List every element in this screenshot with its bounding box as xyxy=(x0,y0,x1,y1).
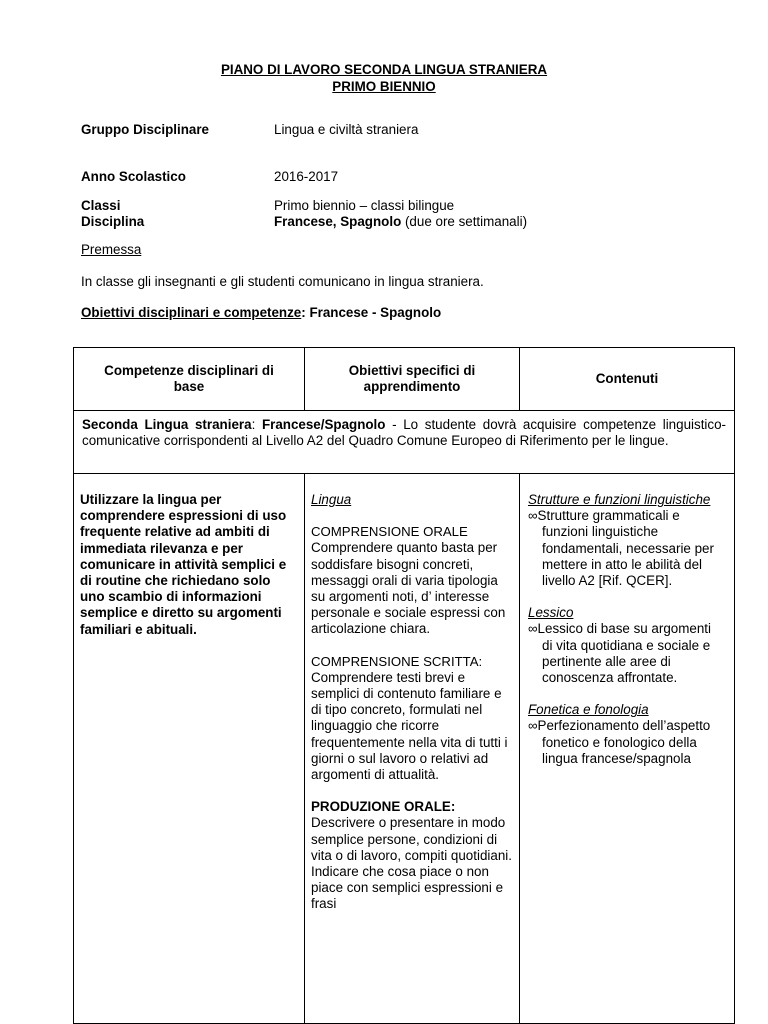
intro-languages: Francese/Spagnolo xyxy=(261,417,386,432)
classi-label: Classi xyxy=(81,198,121,213)
obiettivi-cell xyxy=(305,474,520,1024)
competenze-cell xyxy=(74,474,305,1024)
produzione-orale-heading: PRODUZIONE ORALE: xyxy=(311,799,456,815)
obiettivi-heading-main: Obiettivi disciplinari e competenze xyxy=(81,305,302,320)
table-content-row xyxy=(74,474,735,1024)
intro-cell xyxy=(74,411,735,474)
obiettivi-heading-subject: : Francese - Spagnolo xyxy=(301,305,442,320)
premessa-heading: Premessa xyxy=(81,242,142,257)
anno-value: 2016-2017 xyxy=(274,169,339,184)
disciplina-value xyxy=(274,214,527,229)
fonetica-item: ∞Perfezionamento dell’aspetto fonetico e fonologico della lingua francese/spagnola xyxy=(528,718,711,766)
gruppo-label: Gruppo Disciplinare xyxy=(81,122,209,137)
disciplina-languages: Francese, Spagnolo xyxy=(274,214,402,229)
header-contenuti: Contenuti xyxy=(520,348,735,411)
classi-value: Primo biennio – classi bilingue xyxy=(274,198,455,213)
strutture-item: ∞Strutture grammaticali e funzioni linguistiche fondamentali, necessarie per mettere in atto le abilità del livello A2 [Rif. QCER]. xyxy=(528,508,714,589)
lessico-heading: Lessico xyxy=(528,605,574,621)
fonetica-heading: Fonetica e fonologia xyxy=(528,702,649,718)
intro-text: - Lo studente dovrà acquisire competenze linguistico-comunicative corrispondenti al Livello A2 del Quadro Comune Europeo di Riferimento per le lingue. xyxy=(82,417,726,448)
doc-title-line2: PRIMO BIENNIO xyxy=(332,79,436,94)
doc-title-line1: PIANO DI LAVORO SECONDA LINGUA STRANIERA xyxy=(220,62,548,77)
produzione-orale-text: Descrivere o presentare in modo semplice persone, condizioni di vita o di lavoro, compiti quotidiani. Indicare che cosa piace o non piace con semplici espressioni e frasi xyxy=(311,815,512,912)
contenuti-cell xyxy=(520,474,735,1024)
competenze-table xyxy=(73,347,735,1024)
intro-lingua: Seconda Lingua straniera xyxy=(82,417,252,432)
header-obiettivi: Obiettivi specifici di apprendimento xyxy=(305,348,520,411)
competenze-text: Utilizzare la lingua per comprendere espressioni di uso frequente relative ad ambiti di immediata rilevanza e per comunicare in attività semplici e di routine che richiedano solo uno scambio di informazioni semplice e diretto su argomenti familiari e abituali. xyxy=(80,492,287,637)
intro-separator: : xyxy=(251,417,262,432)
anno-label: Anno Scolastico xyxy=(81,169,186,184)
lessico-item: ∞Lessico di base su argomenti di vita quotidiana e sociale e pertinente alle aree di conoscenza affrontate. xyxy=(528,621,711,686)
lingua-heading: Lingua xyxy=(311,492,352,507)
table-intro-row xyxy=(74,411,735,474)
premessa-text: In classe gli insegnanti e gli studenti comunicano in lingua straniera. xyxy=(81,274,484,289)
header-competenze: Competenze disciplinari di base xyxy=(74,348,305,411)
comprensione-orale-text: Comprendere quanto basta per soddisfare bisogni concreti, messaggi orali di varia tipologia su argomenti noti, d’ interesse personale e sociale espressi con articolazione chiara. xyxy=(311,540,506,637)
obiettivi-heading xyxy=(81,305,441,320)
comprensione-orale-heading: COMPRENSIONE ORALE xyxy=(311,524,468,540)
strutture-heading: Strutture e funzioni linguistiche xyxy=(528,492,711,507)
disciplina-label: Disciplina xyxy=(81,214,145,229)
comprensione-scritta-text: Comprendere testi brevi e semplici di contenuto familiare e di tipo concreto, formulati nel linguaggio che ricorre frequentemente nella vita di tutti i giorni o sul lavoro o relativi ad argomenti di attualità. xyxy=(311,669,508,783)
comprensione-scritta-heading: COMPRENSIONE SCRITTA: xyxy=(311,653,483,669)
gruppo-value: Lingua e civiltà straniera xyxy=(274,122,419,137)
disciplina-hours: (due ore settimanali) xyxy=(401,214,528,229)
table-header-row xyxy=(74,348,735,411)
